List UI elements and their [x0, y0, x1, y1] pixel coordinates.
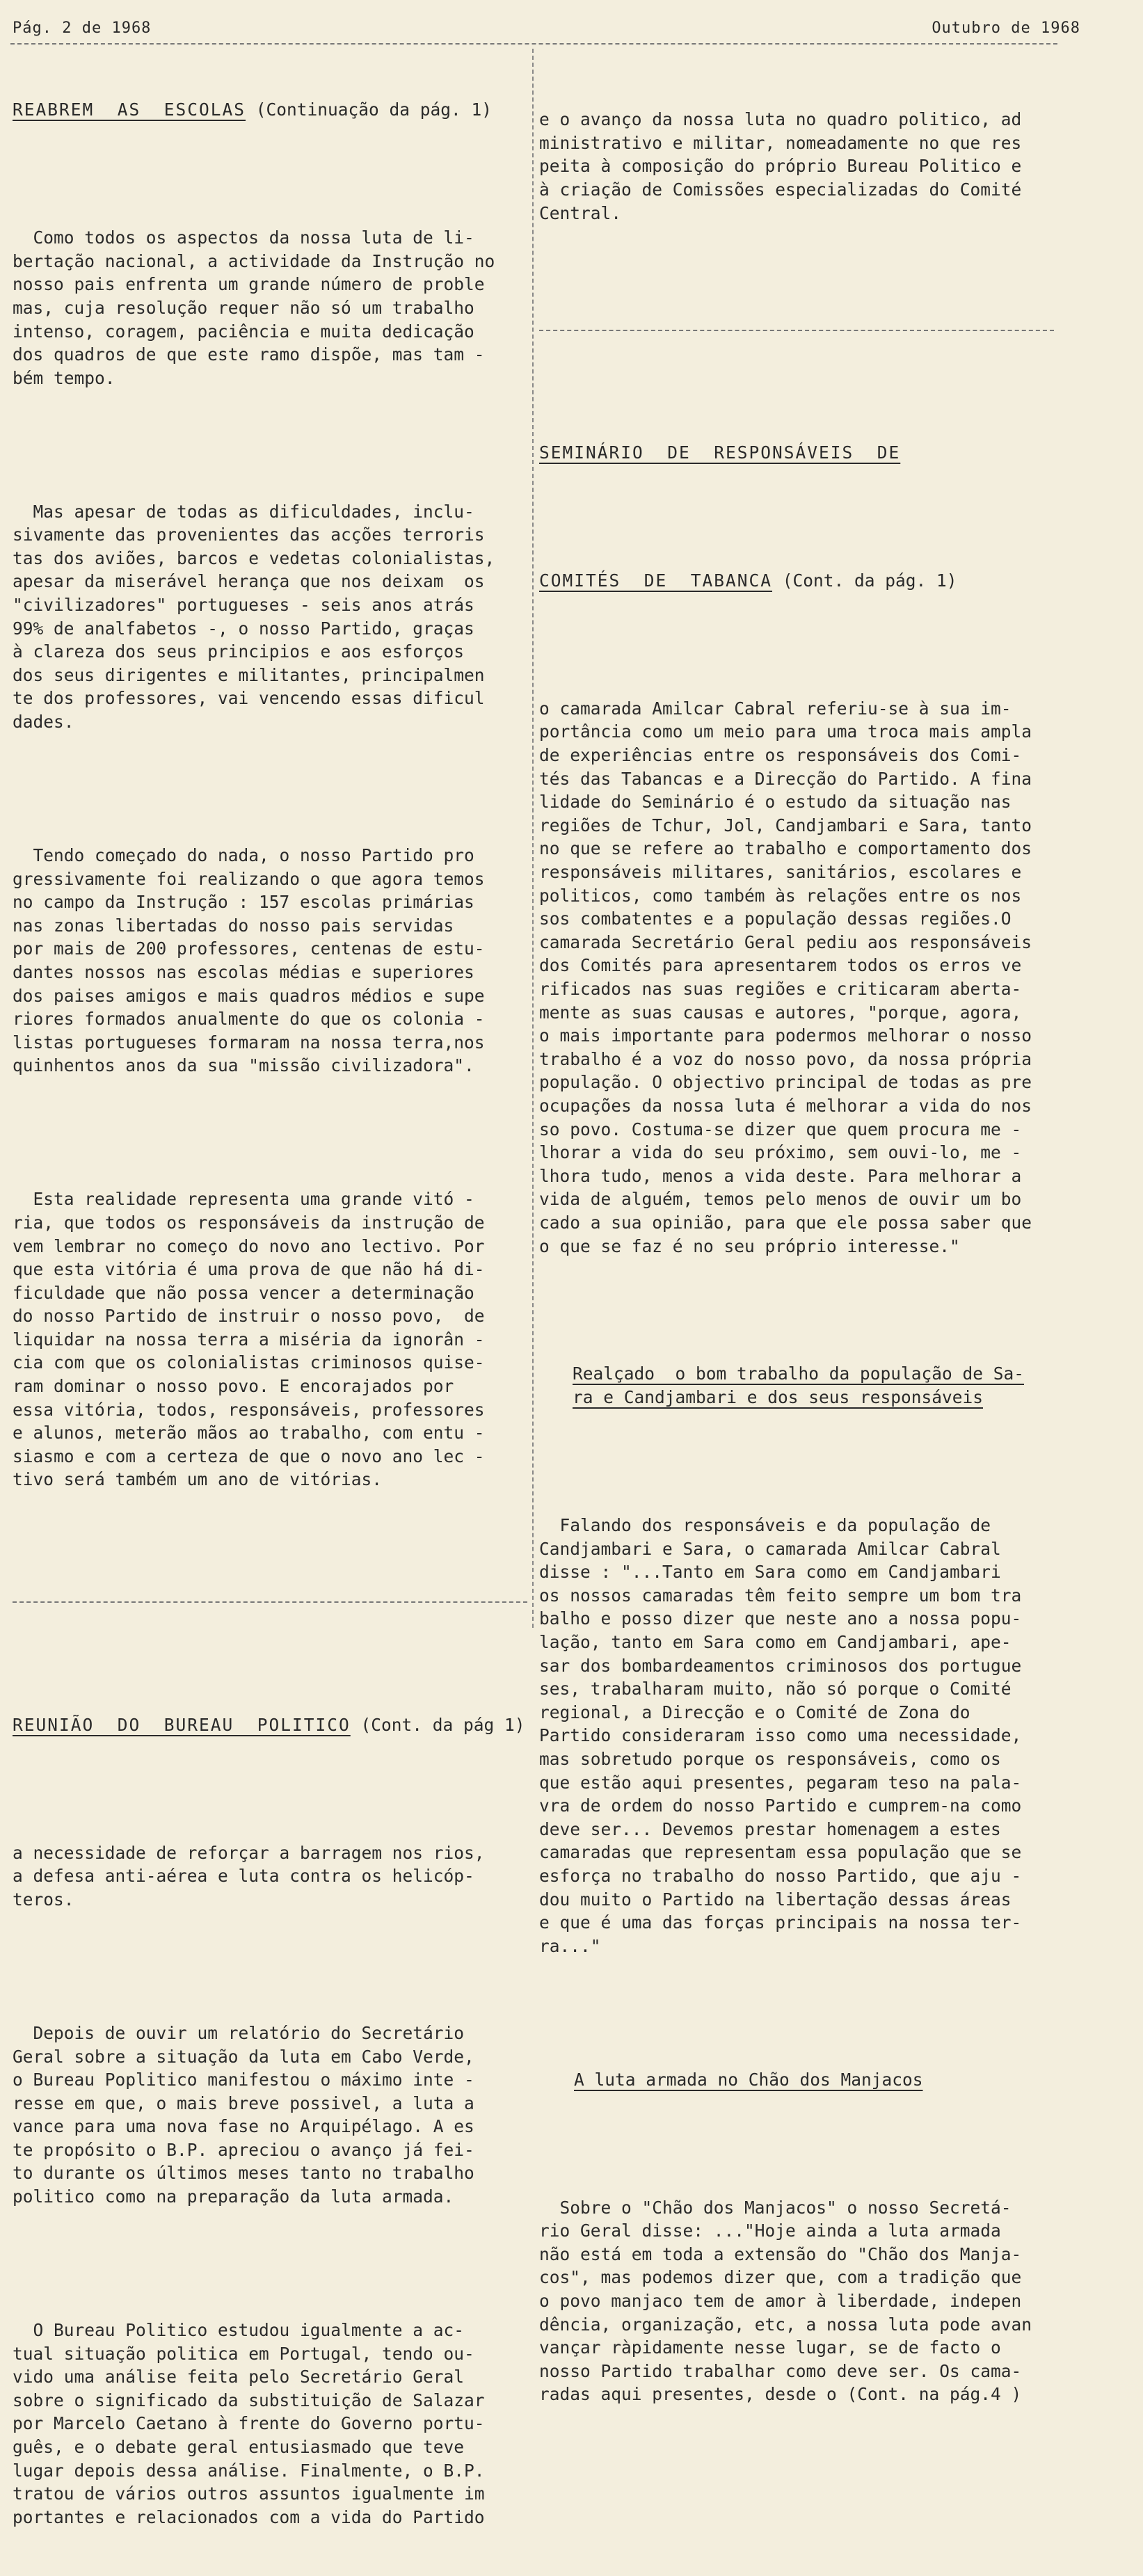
- article-paragraph: Como todos os aspectos da nossa luta de li- bertação nacional, a actividade da Instrução no nosso pais enfrenta um grande número de proble mas, cuja resolução requer não só um trabalho intenso, coragem, paciência e muita dedicação dos quadros de que este ramo dispõe, mas tam - bém tempo.: [13, 227, 495, 388]
- section-continuation-note: (Cont. da pág 1): [350, 1714, 525, 1735]
- article-paragraph: Depois de ouvir um relatório do Secretário Geral sobre a situação da luta em Cabo Verde, o Bureau Poplitico manifestou o máximo inte - resse em que, o mais breve possivel, a luta a vance para uma nova fase no Arquipélago. A es te propósito o B.P. apreciou o avanço já fei- to durante os últimos meses tanto no trabalho politico como na preparação da luta armada.: [13, 2022, 474, 2207]
- section-heading-bureau: [13, 1713, 527, 1737]
- section-title-escolas: REABREM AS ESCOLAS: [13, 99, 246, 120]
- article-paragraph: o camarada Amilcar Cabral referiu-se à sua im- portância como um meio para uma troca mais ampla de experiências entre os responsáveis dos Comi- tés das Tabancas e a Direcção do Partido. A fina lidade do Seminário é o estudo da situação nas regiões de Tchur, Jol, Candjambari e Sara, tanto no que se refere ao trabalho e comportamento dos responsáveis militares, sanitários, escolares e politicos, como também às relações entre os nos sos combatentes e a população dessas regiões.O camarada Secretário Geral pediu aos responsáveis dos Comités para apresentarem todos os erros ve rificados nas suas regiões e criticaram aberta- mente as suas causas e autores, "porque, agora, o mais importante para podermos melhorar o nosso trabalho é a voz do nosso povo, da nossa própria população. O objectivo principal de todas as pre ocupações da nossa luta é melhorar a vida do nos so povo. Costuma-se dizer que quem procura me - lhorar a vida do seu próximo, sem ouvi-lo, me - lhora tudo, menos a vida deste. Para melhorar a vida de alguém, temos pelo menos de ouvir um bo cado a sua opinião, para que ele possa saber que o que se faz é no seu próprio interesse.": [539, 698, 1032, 1256]
- page-number-header: Pág. 2 de 1968: [13, 19, 152, 37]
- article-paragraph: O Bureau Politico estudou igualmente a ac- tual situação politica em Portugal, tendo ou- vido uma análise feita pelo Secretário Geral sobre o significado da substituição de Salazar por Marcelo Caetano à frente do Governo portu- guês, e o debate geral entusiasmado que teve lugar depois dessa análise. Finalmente, o B.P. tratou de vários outros assuntos igualmente im portantes e relacionados com a vida do Partido: [13, 2320, 485, 2527]
- subheading-manjacos: [539, 2068, 1068, 2092]
- section-rule: [539, 330, 1054, 331]
- section-heading-seminario-line2: [539, 569, 1068, 593]
- article-paragraph: Falando dos responsáveis e da população de Candjambari e Sara, o camarada Amilcar Cabral disse : "...Tanto em Sara como em Candjambari os nossos camaradas têm feito sempre um bom tra balho e posso dizer que neste ano a nossa popu- lação, tanto em Sara como em Candjambari, ape- sar dos bombardeamentos criminosos dos portugue ses, trabalharam muito, não só porque o Comité regional, a Direcção e o Comité de Zona do Partido consideraram isso como uma necessidade, mas sobretudo porque os responsáveis, como os que estão aqui presentes, pegaram teso na pala- vra de ordem do nosso Partido e cumprem-na como deve ser... Devemos prestar homenagem a estes camaradas que representam essa população que se esforça no trabalho do nosso Partido, que aju - dou muito o Partido na libertação dessas áreas e que é uma das forças principais na nossa ter- ra...": [539, 1515, 1022, 1956]
- section-continuation-note: (Cont. da pág. 1): [772, 570, 957, 591]
- column-divider: [532, 49, 534, 1628]
- article-paragraph: Tendo começado do nada, o nosso Partido pro gressivamente foi realizando o que agora temos no campo da Instrução : 157 escolas primárias nas zonas libertadas do nosso pais servidas por mais de 200 professores, centenas de estu- dantes nossos nas escolas médias e superiores dos paises amigos e mais quadros médios e supe riores formados anualmente do que os colonia - listas portugueses formaram na nossa terra,nos quinhentos anos da sua "missão civilizadora".: [13, 845, 485, 1076]
- section-title-seminario-line2: COMITÉS DE TABANCA: [539, 570, 773, 591]
- section-title-seminario-line1: SEMINÁRIO DE RESPONSÁVEIS DE: [539, 442, 901, 463]
- subheading-manjacos-text: A luta armada no Chão dos Manjacos: [574, 2069, 923, 2090]
- article-paragraph: e o avanço da nossa luta no quadro politico, ad ministrativo e militar, nomeadamente no que res peita à composição do próprio Bureau Politico e à criação de Comissões especializadas do Comité Central.: [539, 109, 1022, 223]
- header-rule: [10, 43, 1057, 45]
- section-heading-seminario: [539, 441, 1068, 465]
- date-header: Outubro de 1968: [932, 19, 1080, 37]
- subheading-sara-candjambari: Realçado o bom trabalho da população de Sa- ra e Candjambari e dos seus responsáveis: [573, 1363, 1025, 1408]
- article-paragraph: Mas apesar de todas as dificuldades, inclu- sivamente das provenientes das acções terroris tas dos aviões, barcos e vedetas colonialistas, apesar da miserável herança que nos deixam os "civilizadores" portugueses - seis anos atrás 99% de analfabetos -, o nosso Partido, graças à clareza dos seus principios e aos esforços dos seus dirigentes e militantes, principalmen te dos professores, vai vencendo essas dificul dades.: [13, 501, 495, 733]
- section-continuation-note: (Continuação da pág. 1): [246, 99, 493, 120]
- right-column: [539, 61, 1068, 2453]
- section-heading-escolas: [13, 98, 527, 122]
- article-paragraph: Sobre o "Chão dos Manjacos" o nosso Secretá- rio Geral disse: ..."Hoje ainda a luta armada não está em toda a extensão do "Chão dos Manja- cos", mas podemos dizer que, com a tradição que o povo manjaco tem de amor à liberdade, indepen dência, organização, etc, a nossa luta pode avan vançar ràpidamente nesse lugar, se de facto o nosso Partido trabalhar como deve ser. Os cama- radas aqui presentes, desde o (Cont. na pág.4 ): [539, 2197, 1032, 2405]
- article-paragraph: Esta realidade representa uma grande vitó - ria, que todos os responsáveis da instrução de vem lembrar no começo do novo ano lectivo. Por que esta vitória é uma prova de que não há di- ficuldade que não possa vencer a determinação do nosso Partido de instruir o nosso povo, de liquidar na nossa terra a miséria da ignorân - cia com que os colonialistas criminosos quise- ram dominar o nosso povo. E encorajados por essa vitória, todos, responsáveis, professores e alunos, meterão mãos ao trabalho, com entu - siasmo e com a certeza de que o novo ano lec - tivo será também um ano de vitórias.: [13, 1189, 485, 1490]
- section-title-bureau: REUNIÃO DO BUREAU POLITICO: [13, 1714, 351, 1735]
- section-rule: [13, 1601, 527, 1603]
- article-paragraph: a necessidade de reforçar a barragem nos rios, a defesa anti-aérea e luta contra os helicóp- teros.: [13, 1842, 485, 1910]
- left-column: [13, 51, 527, 2576]
